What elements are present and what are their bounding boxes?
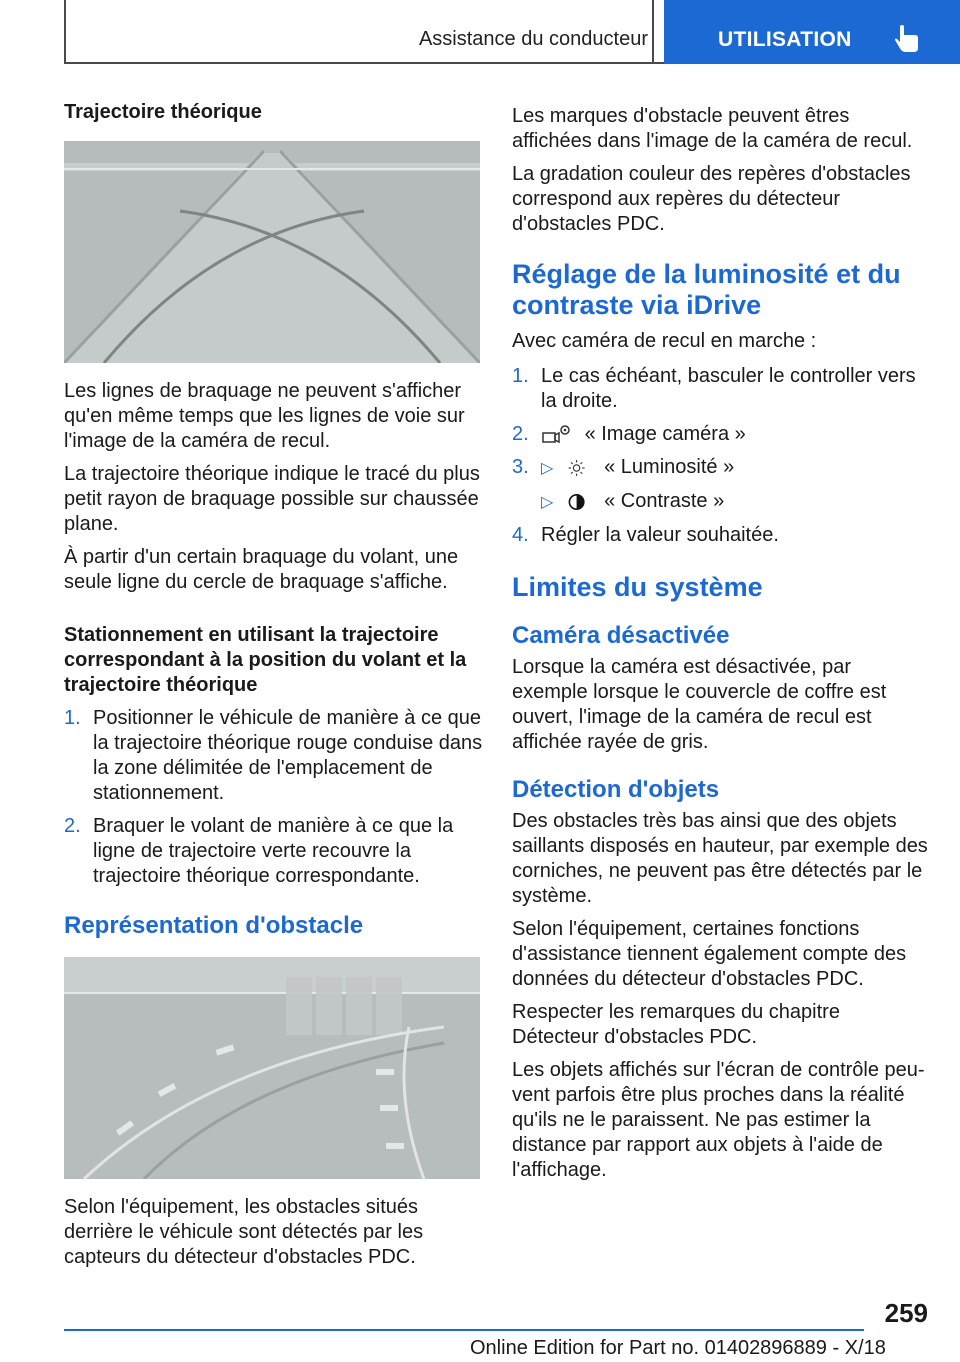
paragraph: Respecter les remarques du chapitre Détecteur d'obstacles PDC. <box>512 1001 840 1048</box>
header-divider <box>652 0 654 62</box>
paragraph: La gradation couleur des repères d'obstacles correspond aux repères du détecteur d'obstacles PDC. <box>512 163 911 235</box>
image-obstacle <box>64 957 480 1179</box>
list-item <box>64 814 484 889</box>
paragraph: Avec caméra de recul en marche : <box>512 330 817 352</box>
step-text: « Contraste » <box>604 490 725 512</box>
contrast-icon <box>567 491 591 513</box>
step-number: 1. <box>64 707 81 729</box>
step-number: 2. <box>64 815 81 837</box>
paragraph: À partir d'un certain braquage du volant, une seule ligne du cercle de braquage s'affiche. <box>64 546 459 593</box>
chapter-tab-label: UTILISATION <box>718 28 852 51</box>
page-number: 259 <box>884 1298 928 1328</box>
obstacle-illustration <box>64 957 480 1179</box>
section-title: Assistance du conducteur <box>418 28 648 50</box>
step-text: « Image caméra » <box>584 423 746 445</box>
heading-stationnement: Stationnement en utilisant la trajectoire correspondant à la position du volant et la trajectoire théorique <box>64 624 467 696</box>
triangle-bullet-icon: ▷ <box>541 460 554 477</box>
idrive-steps <box>512 364 932 548</box>
steps-list <box>64 706 484 889</box>
paragraph: La trajectoire théorique indique le tracé du plus petit rayon de braquage possible sur chaussée plane. <box>64 463 480 535</box>
step-number: 3. <box>512 456 529 478</box>
list-item <box>512 422 932 447</box>
list-item <box>512 489 932 515</box>
step-text: Régler la valeur souhaitée. <box>541 524 779 546</box>
footer-edition: Online Edition for Part no. 01402896889 - X/18 <box>470 1337 886 1359</box>
paragraph: Lorsque la caméra est désactivée, par exemple lorsque le couvercle de coffre est ouvert, l'image de la caméra de recul est affichée rayée de gris. <box>512 656 887 753</box>
paragraph: Les lignes de braquage ne peuvent s'afficher qu'en même temps que les lignes de voie sur l'image de la caméra de recul. <box>64 380 465 452</box>
step-text: Braquer le volant de manière à ce que la ligne de trajectoire verte recouvre la trajectoire théorique correspondante. <box>93 815 454 887</box>
page-header <box>64 0 960 64</box>
trajectory-illustration <box>64 141 480 363</box>
image-trajectoire <box>64 141 480 363</box>
step-number: 1. <box>512 365 529 387</box>
left-column <box>64 100 484 1278</box>
list-item <box>512 364 932 414</box>
step-text: Le cas échéant, basculer le controller vers la droite. <box>541 365 916 412</box>
heading-detection: Détection d'objets <box>512 776 720 803</box>
list-item <box>512 523 932 548</box>
camera-settings-icon <box>541 424 571 446</box>
heading-obstacle: Représentation d'obstacle <box>64 912 364 939</box>
paragraph: Les objets affichés sur l'écran de contrôle peuvent parfois être plus proches dans la réalité qu'ils ne le paraissent. Ne pas estimer la distance par rapport aux objets à l'aide de l'affichage. <box>512 1059 925 1181</box>
footer-rule <box>64 1329 864 1331</box>
step-number: 2. <box>512 423 529 445</box>
right-column <box>512 104 932 1191</box>
paragraph: Des obstacles très bas ainsi que des objets saillants disposés en hauteur, par exemple des corniches, ne peuvent pas être détectés par le système. <box>512 810 928 907</box>
brightness-icon <box>567 457 591 479</box>
paragraph: Selon l'équipement, les obstacles situés derrière le véhicule sont détectés par les capteurs du détecteur d'obstacles PDC. <box>64 1196 424 1268</box>
hand-pointer-icon <box>894 24 920 54</box>
paragraph: Les marques d'obstacle peuvent êtres affichées dans l'image de la caméra de recul. <box>512 105 913 152</box>
triangle-bullet-icon: ▷ <box>541 494 554 511</box>
step-text: Positionner le véhicule de manière à ce que la trajectoire théorique rouge conduise dans la zone délimitée de l'emplacement de stationnement. <box>93 707 483 804</box>
chapter-tab <box>664 0 960 64</box>
heading-limites: Limites du système <box>512 572 763 602</box>
step-number: 4. <box>512 524 529 546</box>
step-text: « Luminosité » <box>604 456 735 478</box>
list-item <box>512 455 932 481</box>
list-item <box>64 706 484 806</box>
heading-trajectoire: Trajectoire théorique <box>64 101 262 123</box>
heading-camera-desactivee: Caméra désactivée <box>512 622 730 649</box>
heading-luminosite: Réglage de la luminosité et du contraste via iDrive <box>512 259 901 320</box>
paragraph: Selon l'équipement, certaines fonctions d'assistance tiennent également compte des données du détecteur d'obstacles PDC. <box>512 918 907 990</box>
